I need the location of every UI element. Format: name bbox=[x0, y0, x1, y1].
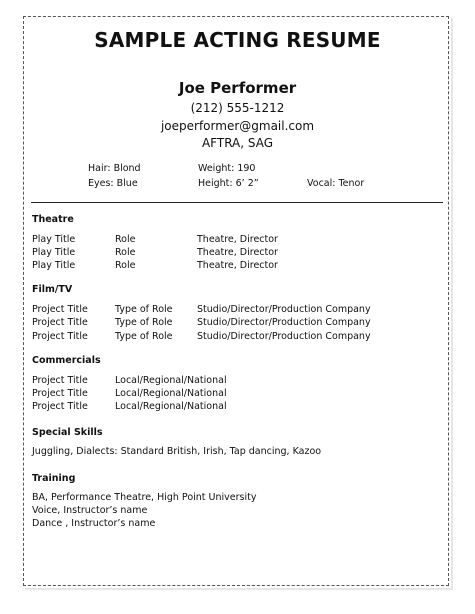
stat-height: Height: 6’ 2” bbox=[198, 178, 259, 189]
stat-eyes: Eyes: Blue bbox=[88, 178, 138, 189]
commercial-row-1-title: Project Title bbox=[32, 375, 88, 386]
special-skills-text: Juggling, Dialects: Standard British, Irish, Tap dancing, Kazoo bbox=[32, 446, 322, 457]
document-title: SAMPLE ACTING RESUME bbox=[94, 28, 381, 52]
training-line-1: BA, Performance Theatre, High Point University bbox=[32, 492, 257, 503]
union-affiliations: AFTRA, SAG bbox=[201, 136, 274, 150]
theatre-row-2-role: Role bbox=[115, 247, 136, 258]
theatre-row-3-venue: Theatre, Director bbox=[197, 260, 278, 271]
theatre-row-2-venue: Theatre, Director bbox=[197, 247, 278, 258]
performer-name: Joe Performer bbox=[178, 79, 297, 97]
film-row-3-studio: Studio/Director/Production Company bbox=[197, 331, 371, 342]
training-line-3: Dance , Instructor’s name bbox=[32, 518, 156, 529]
theatre-row-1-title: Play Title bbox=[32, 234, 76, 245]
training-line-2: Voice, Instructor’s name bbox=[32, 505, 148, 516]
film-row-3-title: Project Title bbox=[32, 331, 88, 342]
film-row-3-role: Type of Role bbox=[115, 331, 173, 342]
film-row-1-studio: Studio/Director/Production Company bbox=[197, 304, 371, 315]
commercial-row-2-title: Project Title bbox=[32, 388, 88, 399]
film-row-1-title: Project Title bbox=[32, 304, 88, 315]
theatre-row-1-role: Role bbox=[115, 234, 136, 245]
section-heading-skills: Special Skills bbox=[32, 427, 103, 438]
section-heading-commercials: Commercials bbox=[32, 355, 101, 366]
stat-weight: Weight: 190 bbox=[198, 163, 256, 174]
theatre-row-3-role: Role bbox=[115, 260, 136, 271]
theatre-row-1-venue: Theatre, Director bbox=[197, 234, 278, 245]
theatre-row-3-title: Play Title bbox=[32, 260, 76, 271]
film-row-2-role: Type of Role bbox=[115, 317, 173, 328]
stat-vocal: Vocal: Tenor bbox=[307, 178, 365, 189]
section-heading-film: Film/TV bbox=[32, 284, 73, 295]
film-row-1-role: Type of Role bbox=[115, 304, 173, 315]
film-row-2-studio: Studio/Director/Production Company bbox=[197, 317, 371, 328]
phone-number: (212) 555-1212 bbox=[190, 101, 285, 115]
commercial-row-3-title: Project Title bbox=[32, 401, 88, 412]
header-divider bbox=[31, 202, 443, 203]
theatre-row-2-title: Play Title bbox=[32, 247, 76, 258]
stat-hair: Hair: Blond bbox=[88, 163, 141, 174]
commercial-row-3-market: Local/Regional/National bbox=[115, 401, 227, 412]
section-heading-training: Training bbox=[32, 473, 76, 484]
section-heading-theatre: Theatre bbox=[32, 214, 74, 225]
commercial-row-2-market: Local/Regional/National bbox=[115, 388, 227, 399]
film-row-2-title: Project Title bbox=[32, 317, 88, 328]
commercial-row-1-market: Local/Regional/National bbox=[115, 375, 227, 386]
email-address: joeperformer@gmail.com bbox=[160, 119, 315, 133]
